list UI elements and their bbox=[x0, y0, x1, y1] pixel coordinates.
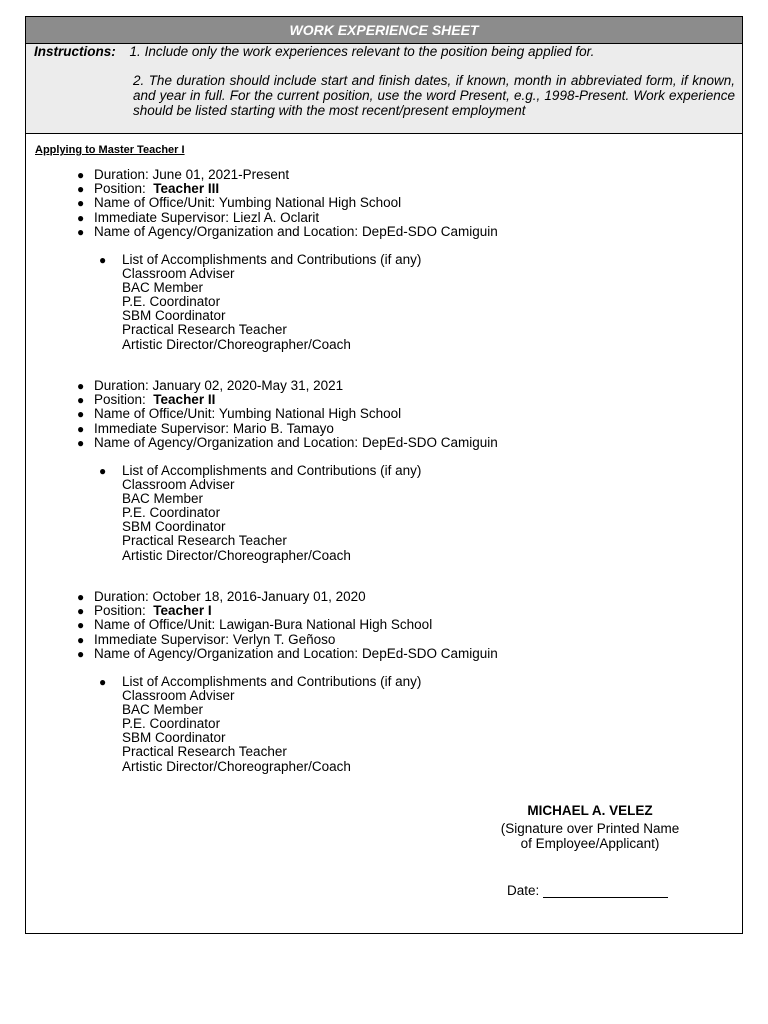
instruction-2-text: The duration should include start and finish dates, if known, month in abbreviated form, if known, and year in full. For the current position, use the word Present, e.g., 1998-Present. Work experience should be listed starting with the most recent/present employment bbox=[133, 73, 735, 118]
accomplishment-item: BAC Member bbox=[122, 280, 204, 296]
position-item: ● Position: Teacher I bbox=[77, 603, 212, 619]
instruction-item-1 bbox=[34, 44, 594, 59]
accomplishment-item: P.E. Coordinator bbox=[122, 505, 221, 521]
accomplishment-item: SBM Coordinator bbox=[122, 730, 226, 746]
accomplishment-item: Practical Research Teacher bbox=[122, 322, 287, 338]
experience-entry bbox=[26, 379, 726, 563]
accomplishment-item: BAC Member bbox=[122, 491, 204, 507]
accomplishment-item: P.E. Coordinator bbox=[122, 294, 221, 310]
agency-item: ● Name of Agency/Organization and Location: DepEd-SDO Camiguin bbox=[77, 434, 498, 450]
experience-entry bbox=[26, 590, 726, 774]
office-item: ● Name of Office/Unit: Yumbing National High School bbox=[77, 406, 402, 422]
accomplishment-item: SBM Coordinator bbox=[122, 519, 226, 535]
duration-item: ● Duration: October 18, 2016-January 01, 2020 bbox=[77, 589, 366, 604]
instructions-box bbox=[26, 44, 742, 134]
accomplishment-item: Artistic Director/Choreographer/Coach bbox=[122, 336, 351, 352]
office-item: ● Name of Office/Unit: Lawigan-Bura National High School bbox=[77, 617, 433, 633]
accomplishments-block: ● List of Accomplishments and Contributions (if any) Classroom Adviser BAC Member P.E. Coordinator SBM Coordinator Practical Research Teacher Artistic Director/Choreographer/Coach bbox=[26, 464, 726, 563]
accomplishments-heading: List of Accomplishments and Contributions (if any) bbox=[122, 252, 422, 268]
instruction-2-number: 2. bbox=[133, 73, 145, 88]
entry-details-list bbox=[26, 379, 726, 450]
supervisor-item: ● Immediate Supervisor: Liezl A. Oclarit bbox=[77, 209, 320, 225]
entry-details-list bbox=[26, 590, 726, 661]
accomplishment-item: Artistic Director/Choreographer/Coach bbox=[122, 758, 351, 774]
signature-caption-line-2: of Employee/Applicant) bbox=[520, 836, 660, 851]
entry-details-list bbox=[26, 168, 726, 239]
work-experience-sheet bbox=[25, 16, 743, 934]
date-label: Date: bbox=[507, 883, 540, 898]
instructions-label: Instructions: bbox=[34, 44, 116, 59]
accomplishment-item: Practical Research Teacher bbox=[122, 533, 287, 549]
accomplishment-item: Classroom Adviser bbox=[122, 477, 235, 493]
duration-item: ● Duration: January 02, 2020-May 31, 2021 bbox=[77, 378, 344, 393]
date-blank-line[interactable] bbox=[543, 884, 668, 898]
accomplishment-item: Practical Research Teacher bbox=[122, 744, 287, 760]
position-item: ● Position: Teacher II bbox=[77, 392, 216, 408]
accomplishments-block: ● List of Accomplishments and Contributions (if any) Classroom Adviser BAC Member P.E. Coordinator SBM Coordinator Practical Research Teacher Artistic Director/Choreographer/Coach bbox=[26, 675, 726, 774]
accomplishment-item: Artistic Director/Choreographer/Coach bbox=[122, 547, 351, 563]
accomplishment-item: SBM Coordinator bbox=[122, 308, 226, 324]
position-item: ● Position: Teacher III bbox=[77, 181, 220, 197]
accomplishment-item: Classroom Adviser bbox=[122, 688, 235, 704]
accomplishment-item: Classroom Adviser bbox=[122, 266, 235, 282]
accomplishments-block: ● List of Accomplishments and Contributions (if any) Classroom Adviser BAC Member P.E. Coordinator SBM Coordinator Practical Research Teacher Artistic Director/Choreographer/Coach bbox=[26, 253, 726, 352]
signature-block bbox=[490, 803, 690, 851]
duration-item: ● Duration: June 01, 2021-Present bbox=[77, 167, 290, 182]
supervisor-item: ● Immediate Supervisor: Verlyn T. Geñoso bbox=[77, 631, 336, 647]
experience-entry bbox=[26, 168, 726, 352]
accomplishment-item: P.E. Coordinator bbox=[122, 716, 221, 732]
accomplishments-heading: List of Accomplishments and Contributions (if any) bbox=[122, 463, 422, 479]
date-field[interactable] bbox=[507, 883, 668, 898]
accomplishment-item: BAC Member bbox=[122, 702, 204, 718]
instruction-item-2 bbox=[133, 73, 735, 118]
instruction-1-number: 1. bbox=[129, 44, 141, 59]
agency-item: ● Name of Agency/Organization and Location: DepEd-SDO Camiguin bbox=[77, 223, 498, 239]
supervisor-item: ● Immediate Supervisor: Mario B. Tamayo bbox=[77, 420, 334, 436]
office-item: ● Name of Office/Unit: Yumbing National High School bbox=[77, 195, 402, 211]
accomplishments-heading: List of Accomplishments and Contributions (if any) bbox=[122, 674, 422, 690]
agency-item: ● Name of Agency/Organization and Location: DepEd-SDO Camiguin bbox=[77, 645, 498, 661]
signature-caption-line-1: (Signature over Printed Name bbox=[500, 821, 680, 836]
applying-to-heading: Applying to Master Teacher I bbox=[35, 144, 185, 156]
applicant-name: MICHAEL A. VELEZ bbox=[527, 803, 653, 818]
instruction-1-text: Include only the work experiences relevant to the position being applied for. bbox=[144, 44, 595, 59]
sheet-title: WORK EXPERIENCE SHEET bbox=[26, 17, 742, 44]
